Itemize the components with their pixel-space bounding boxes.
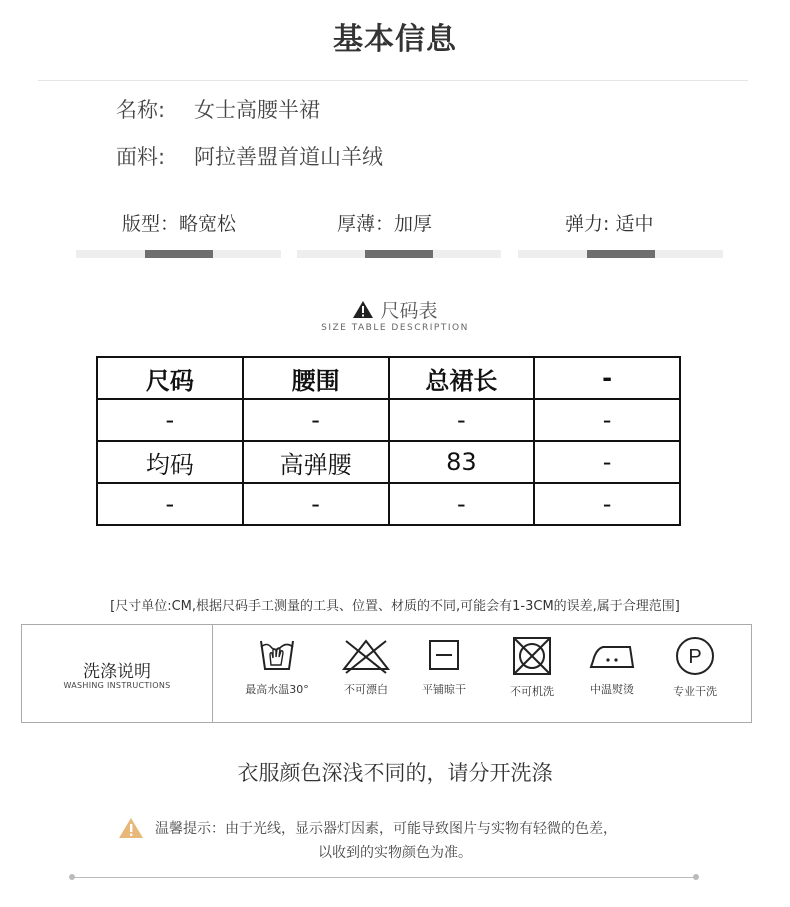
washing-item [492,635,572,699]
fit-scale-marker [145,250,213,258]
wash-30-icon [256,635,298,675]
table-cell: - [243,399,389,441]
washing-item-label: 专业干洗 [673,685,717,698]
bottom-divider [72,877,696,878]
washing-label [22,625,213,722]
caution-icon [118,817,144,839]
no-machine-wash-icon [511,635,553,677]
size-chart-title: 尺码表 [380,300,438,322]
dry-clean-icon [673,635,717,677]
table-row [97,441,680,483]
table-header-cell: 腰围 [243,357,389,399]
washing-item-label: 最高水温30° [245,683,309,696]
table-cell: - [97,399,243,441]
title-divider [38,80,748,81]
washing-item [326,635,406,697]
washing-item [655,635,735,699]
washing-item [572,635,652,697]
table-cell: - [389,399,535,441]
info-value: 女士高腰半裙 [194,98,320,122]
elasticity-scale-marker [587,250,655,258]
table-row [97,483,680,525]
dry-flat-icon [424,635,464,675]
no-bleach-icon [340,635,392,675]
washing-item [237,635,317,697]
tip-line-1: 温馨提示：由于光线，显示器灯因素，可能导致图片与实物有轻微的色差， [155,821,617,837]
washing-subtitle: WASHING INSTRUCTIONS [63,681,171,690]
tip-line-2: 以收到的实物颜色为准。 [318,845,472,861]
thickness-scale-marker [365,250,433,258]
table-header-cell: - [534,357,680,399]
washing-item-label: 不可机洗 [510,685,554,698]
size-chart-subtitle: SIZE TABLE DESCRIPTION [321,323,469,333]
washing-item-label: 中温熨烫 [590,683,634,696]
attr-fit: 版型：略宽松 [122,213,237,235]
table-cell: 高弹腰 [243,441,389,483]
table-cell: 均码 [97,441,243,483]
fit-scale [76,250,281,258]
table-cell: 83 [389,441,535,483]
elasticity-scale [518,250,723,258]
washing-title: 洗涤说明 [83,662,151,682]
table-cell: - [534,441,680,483]
washing-item [404,635,484,697]
warning-icon [352,300,374,319]
dry-clean-symbol: P [688,646,702,668]
washing-item-label: 平铺晾干 [422,683,466,696]
page-title: 基本信息 [333,22,457,57]
info-row-fabric [116,141,383,171]
attr-thickness: 厚薄：加厚 [337,213,433,235]
table-cell: - [534,399,680,441]
info-label: 名称: [116,98,166,122]
info-row-name [116,94,320,124]
divider-dot [69,874,75,880]
table-row [97,399,680,441]
size-note: [尺寸单位:CM,根据尺码手工测量的工具、位置、材质的不同,可能会有1-3CM的误差,属于合理范围] [110,599,680,614]
washing-item-label: 不可漂白 [344,683,388,696]
washing-instructions [21,624,752,723]
thickness-scale [297,250,501,258]
table-header-cell: 总裙长 [389,357,535,399]
attr-elasticity: 弹力: 适中 [565,213,654,235]
table-cell: - [534,483,680,525]
size-chart-heading [0,296,790,323]
divider-dot [693,874,699,880]
size-table [96,356,681,526]
table-header-row [97,357,680,399]
info-label: 面料: [116,145,166,169]
washing-slogan: 衣服颜色深浅不同的，请分开洗涤 [237,761,553,785]
info-value: 阿拉善盟首道山羊绒 [194,145,383,169]
iron-medium-icon [587,635,637,675]
table-cell: - [97,483,243,525]
table-cell: - [389,483,535,525]
table-header-cell: 尺码 [97,357,243,399]
table-cell: - [243,483,389,525]
